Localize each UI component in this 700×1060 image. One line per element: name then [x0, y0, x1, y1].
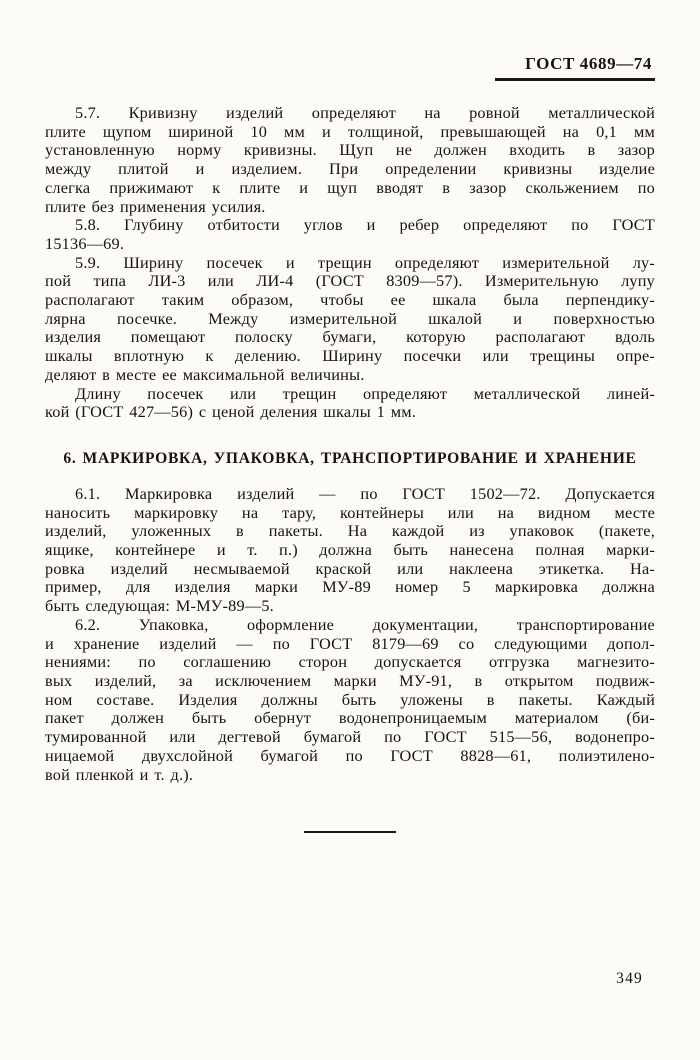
text-line: Длину посечек или трещин определяют металлической линей-	[75, 383, 655, 403]
text-line: 5.7. Кривизну изделий определяют на ровной металлической	[75, 103, 655, 122]
text-line: быть следующая: М-МУ-89—5.	[45, 596, 274, 616]
text-line: ящике, контейнере и т. п.) должна быть нанесена полная марки-	[45, 540, 655, 560]
text-line: нениями: по соглашению сторон допускается отгрузка магнезито-	[45, 652, 655, 672]
running-head	[45, 54, 655, 80]
paragraph-length-measure	[45, 385, 655, 422]
text-line: установленную норму кривизны. Щуп не должен входить в зазор	[45, 140, 655, 160]
text-line: деляют в месте ее максимальной величины.	[45, 364, 365, 384]
text-line: изделий, уложенных в пакеты. На каждой из упаковок (пакете,	[45, 521, 655, 541]
text-line: располагают таким образом, чтобы ее шкала была перпендику-	[45, 290, 655, 310]
text-line: между плитой и изделием. При определении кривизны изделие	[45, 159, 655, 179]
paragraph-6-1	[45, 485, 655, 616]
text-line: тумированной или дегтевой бумагой по ГОСТ 515—56, водонепро-	[45, 727, 655, 747]
text-line: 5.9. Ширину посечек и трещин определяют измерительной лу-	[75, 252, 655, 272]
paragraph-5-9	[45, 254, 655, 385]
text-line: ницаемой двухслойной бумагой по ГОСТ 8828—61, полиэтилено-	[45, 745, 655, 765]
text-line: плите щупом шириной 10 мм и толщиной, превышающей на 0,1 мм	[45, 121, 655, 141]
footnote-separator-rule	[304, 831, 396, 833]
text-line: и хранение изделий — по ГОСТ 8179—69 со следующими допол-	[45, 633, 655, 653]
text-line: 5.8. Глубину отбитости углов и ребер определяют по ГОСТ	[75, 215, 655, 235]
text-line: пой типа ЛИ-3 или ЛИ-4 (ГОСТ 8309—57). Измерительную лупу	[45, 271, 655, 291]
paragraph-5-8	[45, 216, 655, 253]
section-6-heading: 6. МАРКИРОВКА, УПАКОВКА, ТРАНСПОРТИРОВАНИЕ И ХРАНЕНИЕ	[63, 449, 637, 467]
body-text	[45, 104, 655, 784]
text-line: шкалы вплотную к делению. Ширину посечки или трещины опре-	[45, 346, 655, 366]
text-line: ном составе. Изделия должны быть уложены в пакеты. Каждый	[45, 689, 655, 709]
text-line: пакет должен быть обернут водонепроницаемым материалом (би-	[45, 708, 655, 728]
standard-number: ГОСТ 4689—74	[495, 54, 655, 81]
text-line: изделия помещают полоску бумаги, которую располагают вдоль	[45, 327, 655, 347]
text-line: 15136—69.	[45, 233, 125, 253]
text-line: пример, для изделия марки МУ-89 номер 5 маркировка должна	[45, 577, 655, 597]
text-line: 6.1. Маркировка изделий — по ГОСТ 1502—72. Допускается	[75, 483, 655, 503]
text-line: 6.2. Упаковка, оформление документации, транспортирование	[75, 614, 655, 634]
text-line: ровка изделий несмываемой краской или наклеена этикетка. На-	[45, 558, 655, 578]
text-line: кой (ГОСТ 427—56) с ценой деления шкалы 1 мм.	[45, 402, 417, 422]
paragraph-6-2	[45, 616, 655, 784]
text-line: слегка прижимают к плите и щуп вводят в зазор скольжением по	[45, 177, 655, 197]
text-line: вых изделий, за исключением марки МУ-91, в открытом подвиж-	[45, 670, 655, 690]
text-line: вой пленкой и т. д.).	[45, 764, 194, 784]
text-line: наносить маркировку на тару, контейнеры или на видном месте	[45, 502, 655, 522]
paragraph-5-7	[45, 104, 655, 216]
page-number: 349	[616, 970, 643, 987]
text-line: плите без применения усилия.	[45, 196, 266, 216]
text-line: лярна посечке. Между измерительной шкалой и поверхностью	[45, 308, 655, 328]
